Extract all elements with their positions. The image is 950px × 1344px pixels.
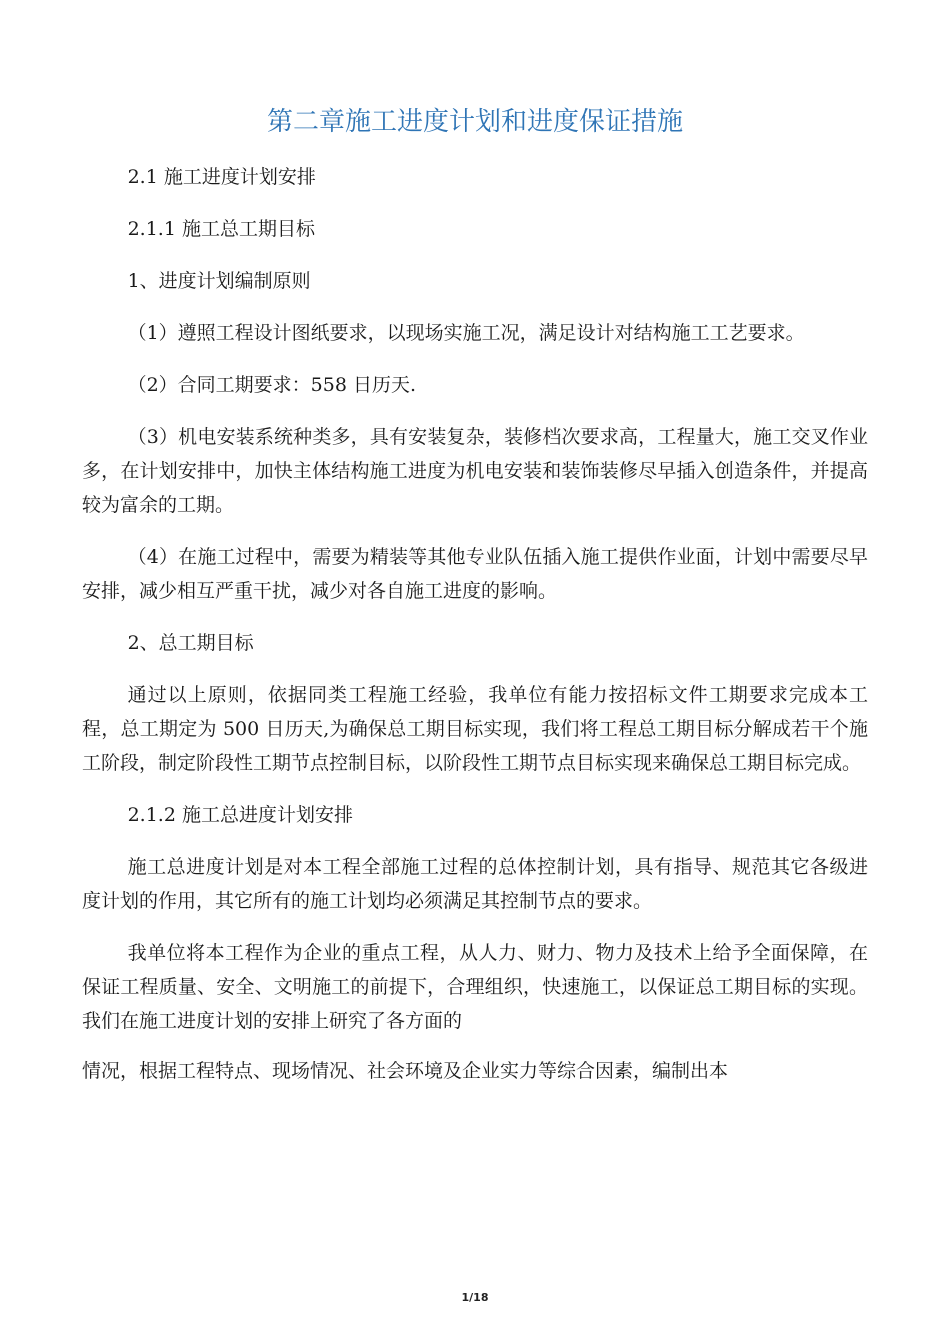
subheading-total-duration: 2、总工期目标 bbox=[127, 632, 254, 654]
paragraph-principle-2: （2）合同工期要求：558 日历天. bbox=[127, 374, 417, 396]
paragraph-continued: 情况，根据工程特点、现场情况、社会环境及企业实力等综合因素，编制出本 bbox=[82, 1060, 729, 1082]
document-body bbox=[82, 160, 868, 1088]
chapter-title: 第二章施工进度计划和进度保证措施 bbox=[266, 107, 683, 137]
paragraph-total-duration: 通过以上原则，依据同类工程施工经验，我单位有能力按招标文件工期要求完成本工程，总工期定为 500 日历天,为确保总工期目标实现，我们将工程总工期目标分解成若干个施工阶段，制定阶段性工期节点控制目标，以阶段性工期节点目标实现来确保总工期目标完成。 bbox=[82, 684, 868, 774]
paragraph-key-project: 我单位将本工程作为企业的重点工程，从人力、财力、物力及技术上给予全面保障，在保证工程质量、安全、文明施工的前提下，合理组织，快速施工，以保证总工期目标的实现。我们在施工进度计划的安排上研究了各方面的 bbox=[82, 942, 868, 1032]
section-heading-2-1-1: 2.1.1 施工总工期目标 bbox=[127, 218, 315, 240]
page-number: 1/18 bbox=[461, 1291, 489, 1304]
subheading-principles: 1、进度计划编制原则 bbox=[127, 270, 311, 292]
paragraph-principle-3: （3）机电安装系统种类多，具有安装复杂，装修档次要求高，工程量大，施工交叉作业多，在计划安排中，加快主体结构施工进度为机电安装和装饰装修尽早插入创造条件，并提高较为富余的工期。 bbox=[82, 426, 868, 516]
section-heading-2-1-2: 2.1.2 施工总进度计划安排 bbox=[127, 804, 353, 826]
paragraph-principle-1: （1）遵照工程设计图纸要求，以现场实施工况，满足设计对结构施工工艺要求。 bbox=[127, 322, 805, 344]
paragraph-principle-4: （4）在施工过程中，需要为精装等其他专业队伍插入施工提供作业面，计划中需要尽早安排，减少相互严重干扰，减少对各自施工进度的影响。 bbox=[82, 546, 868, 602]
paragraph-master-schedule: 施工总进度计划是对本工程全部施工过程的总体控制计划，具有指导、规范其它各级进度计划的作用，其它所有的施工计划均必须满足其控制节点的要求。 bbox=[82, 856, 868, 912]
section-heading-2-1: 2.1 施工进度计划安排 bbox=[127, 166, 316, 188]
